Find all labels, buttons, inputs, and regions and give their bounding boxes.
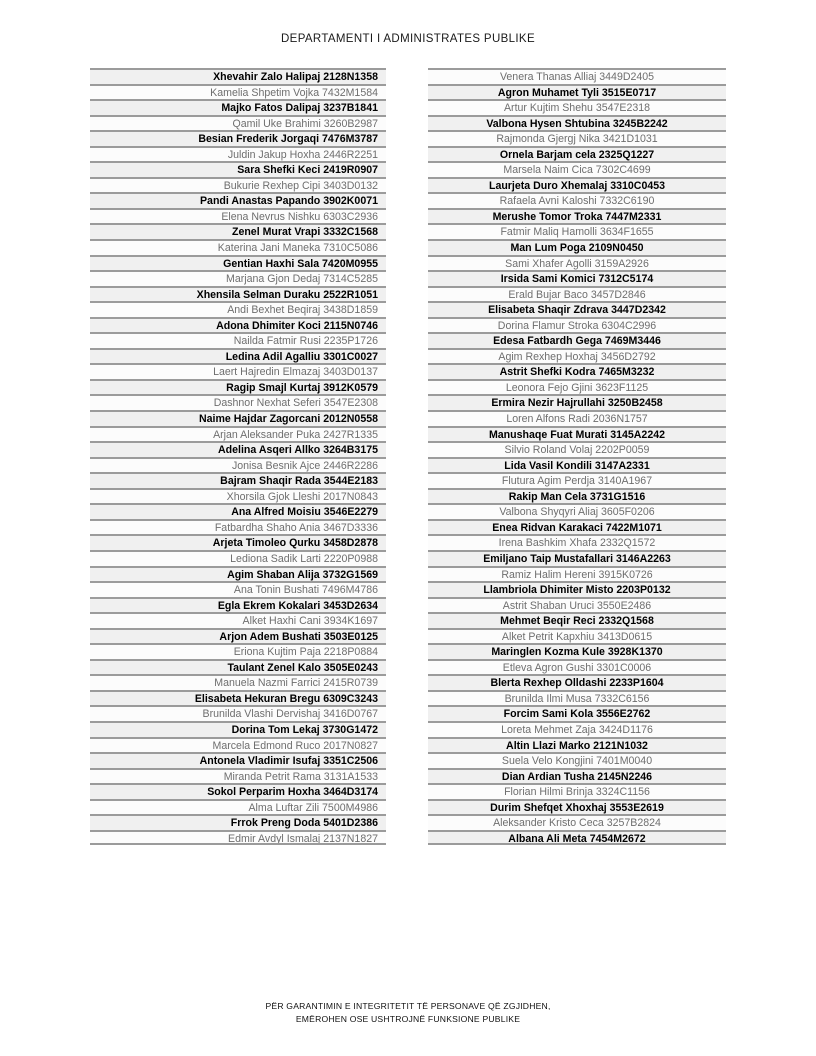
name-row: Kamelia Shpetim Vojka 7432M1584 bbox=[90, 84, 386, 100]
name-row: Jonisa Besnik Ajce 2446R2286 bbox=[90, 457, 386, 473]
name-row: Andi Bexhet Beqiraj 3438D1859 bbox=[90, 301, 386, 317]
name-row: Majko Fatos Dalipaj 3237B1841 bbox=[90, 99, 386, 115]
name-row: Agim Rexhep Hoxhaj 3456D2792 bbox=[428, 348, 726, 364]
name-row: Irsida Sami Komici 7312C5174 bbox=[428, 270, 726, 286]
name-row: Marcela Edmond Ruco 2017N0827 bbox=[90, 737, 386, 753]
name-row: Dorina Tom Lekaj 3730G1472 bbox=[90, 721, 386, 737]
name-row: Astrit Shefki Kodra 7465M3232 bbox=[428, 363, 726, 379]
name-row: Dashnor Nexhat Seferi 3547E2308 bbox=[90, 394, 386, 410]
document-footer bbox=[0, 1000, 816, 1025]
name-row: Artur Kujtim Shehu 3547E2318 bbox=[428, 99, 726, 115]
name-row: Valbona Hysen Shtubina 3245B2242 bbox=[428, 115, 726, 131]
name-row: Edesa Fatbardh Gega 7469M3446 bbox=[428, 332, 726, 348]
name-row: Lida Vasil Kondili 3147A2331 bbox=[428, 457, 726, 473]
name-row: Fatbardha Shaho Ania 3467D3336 bbox=[90, 519, 386, 535]
name-row: Naime Hajdar Zagorcani 2012N0558 bbox=[90, 410, 386, 426]
name-row: Xhorsila Gjok Lleshi 2017N0843 bbox=[90, 488, 386, 504]
name-row: Agron Muhamet Tyli 3515E0717 bbox=[428, 84, 726, 100]
name-row: Loren Alfons Radi 2036N1757 bbox=[428, 410, 726, 426]
name-row: Sara Shefki Keci 2419R0907 bbox=[90, 161, 386, 177]
name-row: Rakip Man Cela 3731G1516 bbox=[428, 488, 726, 504]
name-row: Blerta Rexhep Olldashi 2233P1604 bbox=[428, 674, 726, 690]
name-row: Bajram Shaqir Rada 3544E2183 bbox=[90, 472, 386, 488]
name-row: Manushaqe Fuat Murati 3145A2242 bbox=[428, 426, 726, 442]
name-row: Enea Ridvan Karakaci 7422M1071 bbox=[428, 519, 726, 535]
name-row: Arjon Adem Bushati 3503E0125 bbox=[90, 628, 386, 644]
name-row: Llambriola Dhimiter Misto 2203P0132 bbox=[428, 581, 726, 597]
name-row: Arjeta Timoleo Qurku 3458D2878 bbox=[90, 534, 386, 550]
name-row: Altin Llazi Marko 2121N1032 bbox=[428, 737, 726, 753]
name-row: Merushe Tomor Troka 7447M2331 bbox=[428, 208, 726, 224]
name-row: Xhensila Selman Duraku 2522R1051 bbox=[90, 286, 386, 302]
name-row: Venera Thanas Alliaj 3449D2405 bbox=[428, 68, 726, 84]
name-row: Antonela Vladimir Isufaj 3351C2506 bbox=[90, 752, 386, 768]
name-row: Emiljano Taip Mustafallari 3146A2263 bbox=[428, 550, 726, 566]
name-row: Lediona Sadik Larti 2220P0988 bbox=[90, 550, 386, 566]
name-row: Dorina Flamur Stroka 6304C2996 bbox=[428, 317, 726, 333]
name-row: Ragip Smajl Kurtaj 3912K0579 bbox=[90, 379, 386, 395]
name-row: Zenel Murat Vrapi 3332C1568 bbox=[90, 223, 386, 239]
name-row: Aleksander Kristo Ceca 3257B2824 bbox=[428, 814, 726, 830]
name-row: Rajmonda Gjergj Nika 3421D1031 bbox=[428, 130, 726, 146]
name-row: Ramiz Halim Hereni 3915K0726 bbox=[428, 566, 726, 582]
name-row: Besian Frederik Jorgaqi 7476M3787 bbox=[90, 130, 386, 146]
name-row: Alket Petrit Kapxhiu 3413D0615 bbox=[428, 628, 726, 644]
name-row: Albana Ali Meta 7454M2672 bbox=[428, 830, 726, 846]
name-row: Marjana Gjon Dedaj 7314C5285 bbox=[90, 270, 386, 286]
name-row: Loreta Mehmet Zaja 3424D1176 bbox=[428, 721, 726, 737]
name-row: Sami Xhafer Agolli 3159A2926 bbox=[428, 255, 726, 271]
name-row: Eriona Kujtim Paja 2218P0884 bbox=[90, 643, 386, 659]
name-row: Flutura Agim Perdja 3140A1967 bbox=[428, 472, 726, 488]
name-row: Taulant Zenel Kalo 3505E0243 bbox=[90, 659, 386, 675]
name-row: Alket Haxhi Cani 3934K1697 bbox=[90, 612, 386, 628]
name-row: Adelina Asqeri Allko 3264B3175 bbox=[90, 441, 386, 457]
name-row: Juldin Jakup Hoxha 2446R2251 bbox=[90, 146, 386, 162]
name-row: Forcim Sami Kola 3556E2762 bbox=[428, 705, 726, 721]
name-row: Nailda Fatmir Rusi 2235P1726 bbox=[90, 332, 386, 348]
name-row: Valbona Shyqyri Aliaj 3605F0206 bbox=[428, 503, 726, 519]
name-row: Agim Shaban Alija 3732G1569 bbox=[90, 566, 386, 582]
name-row: Ledina Adil Agalliu 3301C0027 bbox=[90, 348, 386, 364]
name-row: Elisabeta Shaqir Zdrava 3447D2342 bbox=[428, 301, 726, 317]
name-row: Qamil Uke Brahimi 3260B2987 bbox=[90, 115, 386, 131]
name-row: Pandi Anastas Papando 3902K0071 bbox=[90, 192, 386, 208]
name-row: Florian Hilmi Brinja 3324C1156 bbox=[428, 783, 726, 799]
name-row: Brunilda Ilmi Musa 7332C6156 bbox=[428, 690, 726, 706]
name-row: Irena Bashkim Xhafa 2332Q1572 bbox=[428, 534, 726, 550]
name-row: Dian Ardian Tusha 2145N2246 bbox=[428, 768, 726, 784]
name-row: Frrok Preng Doda 5401D2386 bbox=[90, 814, 386, 830]
name-row: Astrit Shaban Uruci 3550E2486 bbox=[428, 597, 726, 613]
name-row: Alma Luftar Zili 7500M4986 bbox=[90, 799, 386, 815]
name-row: Ana Tonin Bushati 7496M4786 bbox=[90, 581, 386, 597]
name-row: Gentian Haxhi Sala 7420M0955 bbox=[90, 255, 386, 271]
name-row: Laurjeta Duro Xhemalaj 3310C0453 bbox=[428, 177, 726, 193]
name-row: Edmir Avdyl Ismalaj 2137N1827 bbox=[90, 830, 386, 846]
name-row: Elisabeta Hekuran Bregu 6309C3243 bbox=[90, 690, 386, 706]
name-row: Sokol Perparim Hoxha 3464D3174 bbox=[90, 783, 386, 799]
footer-line-1: PËR GARANTIMIN E INTEGRITETIT TË PERSONAVE QË ZGJIDHEN, bbox=[265, 1001, 551, 1011]
name-row: Laert Hajredin Elmazaj 3403D0137 bbox=[90, 363, 386, 379]
left-name-column bbox=[90, 68, 386, 845]
name-row: Maringlen Kozma Kule 3928K1370 bbox=[428, 643, 726, 659]
name-row: Etleva Agron Gushi 3301C0006 bbox=[428, 659, 726, 675]
name-row: Silvio Roland Volaj 2202P0059 bbox=[428, 441, 726, 457]
name-row: Egla Ekrem Kokalari 3453D2634 bbox=[90, 597, 386, 613]
name-row: Ornela Barjam cela 2325Q1227 bbox=[428, 146, 726, 162]
name-row: Man Lum Poga 2109N0450 bbox=[428, 239, 726, 255]
name-row: Mehmet Beqir Reci 2332Q1568 bbox=[428, 612, 726, 628]
name-row: Adona Dhimiter Koci 2115N0746 bbox=[90, 317, 386, 333]
name-row: Katerina Jani Maneka 7310C5086 bbox=[90, 239, 386, 255]
name-row: Miranda Petrit Rama 3131A1533 bbox=[90, 768, 386, 784]
name-row: Arjan Aleksander Puka 2427R1335 bbox=[90, 426, 386, 442]
name-row: Leonora Fejo Gjini 3623F1125 bbox=[428, 379, 726, 395]
name-row: Brunilda Vlashi Dervishaj 3416D0767 bbox=[90, 705, 386, 721]
name-row: Fatmir Maliq Hamolli 3634F1655 bbox=[428, 223, 726, 239]
right-name-column bbox=[428, 68, 726, 845]
page-title: DEPARTAMENTI I ADMINISTRATES PUBLIKE bbox=[281, 33, 535, 45]
name-row: Marsela Naim Cica 7302C4699 bbox=[428, 161, 726, 177]
footer-line-2: EMËROHEN OSE USHTROJNË FUNKSIONE PUBLIKE bbox=[295, 1013, 521, 1024]
name-row: Manuela Nazmi Farrici 2415R0739 bbox=[90, 674, 386, 690]
name-row: Elena Nevrus Nishku 6303C2936 bbox=[90, 208, 386, 224]
name-row: Rafaela Avni Kaloshi 7332C6190 bbox=[428, 192, 726, 208]
name-row: Durim Shefqet Xhoxhaj 3553E2619 bbox=[428, 799, 726, 815]
name-row: Xhevahir Zalo Halipaj 2128N1358 bbox=[90, 68, 386, 84]
name-row: Suela Velo Kongjini 7401M0040 bbox=[428, 752, 726, 768]
name-row: Ermira Nezir Hajrullahi 3250B2458 bbox=[428, 394, 726, 410]
name-columns bbox=[90, 68, 726, 845]
name-row: Ana Alfred Moisiu 3546E2279 bbox=[90, 503, 386, 519]
name-row: Erald Bujar Baco 3457D2846 bbox=[428, 286, 726, 302]
name-row: Bukurie Rexhep Cipi 3403D0132 bbox=[90, 177, 386, 193]
